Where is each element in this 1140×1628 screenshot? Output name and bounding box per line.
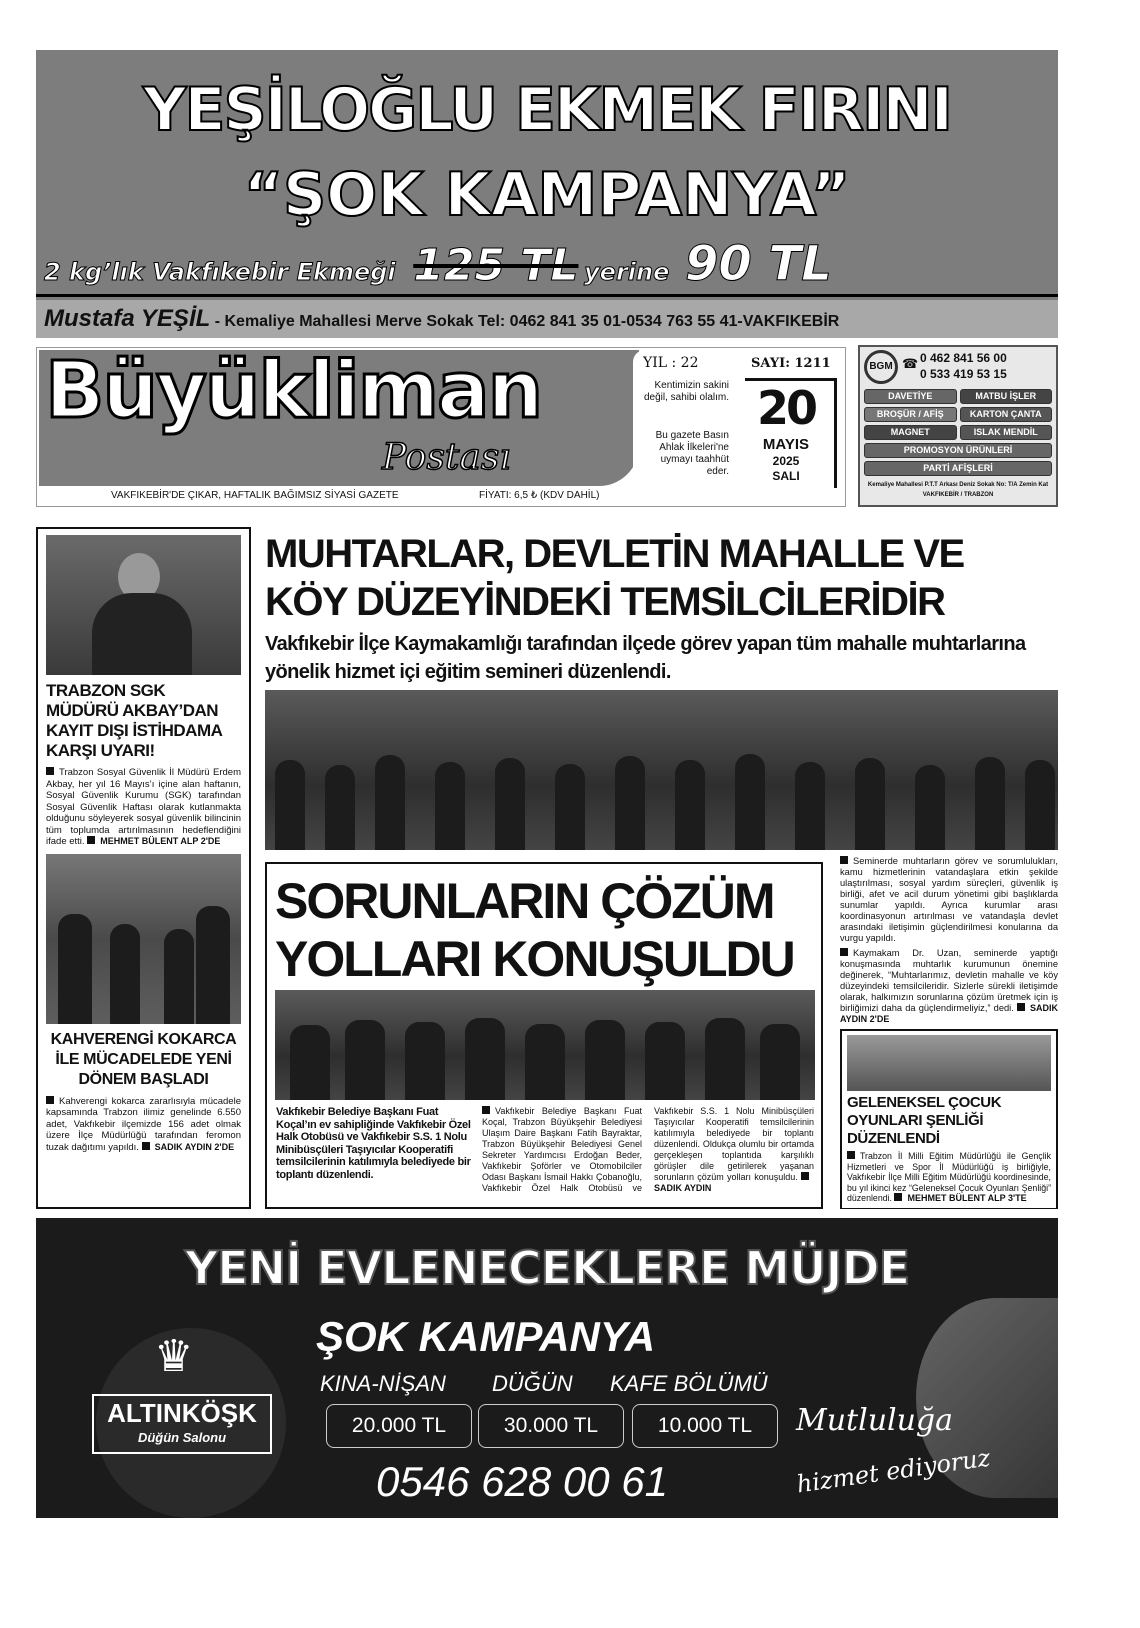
ethics-note: Bu gazete Basın Ahlak İlkeleri'ne uymayı taahhüt eder. [655, 430, 729, 477]
transport-body: Vakfıkebir Belediye Başkanı Fuat Koçal, Trabzon Büyükşehir Belediyesi Ulaşım Daire Başkanı Fatih Bayraktar, Trabzon Büyükşehir Belediyesi Genel Sekreter Yardımcısı Erdoğan Beder, Vakfıkebir Şoförler ve Otomobilciler Odası Başkanı İsmail Hakkı Çobanoğlu, Vakfıkebir Özel Halk Otobüsü ve Vakfıkebir S.S. 1 Nolu Minibüsçüleri Taşıyıcılar Kooperatifi temsilcilerinin katılımıyla belediyede bir toplantı düzenlendi. Oldukça olumlu bir ortamda gerçekleşen toplantıda karşılıklı görüşler dile getirilerek yaşanan sorunların çözüm yolları konuşuldu. SADIK AYDIN [482, 1106, 814, 1193]
offer-price: 30.000 TL [478, 1404, 624, 1448]
top-ad-instead: yerine [584, 258, 670, 286]
print-phone-1: 0 462 841 56 00 [920, 351, 1007, 365]
top-advertisement[interactable] [36, 50, 1058, 338]
wedding-hall-ad[interactable] [36, 1218, 1058, 1518]
top-ad-owner: Mustafa YEŞİL [44, 305, 211, 332]
sgk-byline: MEHMET BÜLENT ALP 2'DE [100, 836, 221, 846]
top-ad-old-price: 125 TL [413, 240, 579, 291]
top-ad-new-price: 90 TL [684, 236, 832, 292]
service-item: BROŞÜR / AFİŞ [864, 407, 957, 422]
kokarca-headline: KAHVERENGİ KOKARCA İLE MÜCADELEDE YENİ DÖNEM BAŞLADI [50, 1030, 237, 1088]
left-column [36, 527, 251, 1209]
games-byline: MEHMET BÜLENT ALP 3'TE [907, 1193, 1027, 1204]
offer-price: 10.000 TL [632, 1404, 778, 1448]
lead-paragraph-1: Seminerde muhtarların görev ve sorumlulukları, kamu hizmetlerinin vatandaşlara etkin şekilde ulaştırılması, sosyal yardım süreçleri, güvenlik iş birliği, afet ve acil durum yönetimi gibi başlıklarda sunumlar yapıldı. Ayrıca kurumlar arası koordinasyonun artırılması ve vatandaşla devlet arasındaki iletişimin güçlendirilmesi konularına da vurgu yapıldı. [840, 856, 1058, 943]
print-city: VAKFIKEBİR / TRABZON [922, 492, 994, 498]
tagline: VAKFIKEBİR'DE ÇIKAR, HAFTALIK BAĞIMSIZ SİYASİ GAZETE [111, 490, 399, 501]
price: FİYATI: 6,5 ₺ (KDV DAHİL) [479, 490, 600, 501]
service-item: PROMOSYON ÜRÜNLERİ [864, 443, 1052, 458]
lead-paragraph-2: Kaymakam Dr. Uzan, seminerde yaptığı konuşmasında muhtarlık kurumunun önemine değinerek, “Muhtarlarımız, devletin mahalle ve köy düzeyindeki temsilcileridir. Sizlerle sürekli iletişimde olarak, halkımızın sorunlarına çözüm üretmek için iş birliğimizi daha da güçlendirmeliyiz,” dedi. SADIK AYDIN 2'DE [840, 948, 1058, 1024]
offer-label: KINA-NİŞAN [320, 1371, 446, 1396]
offer-label: KAFE BÖLÜMÜ [610, 1371, 768, 1396]
slogan-line1: Mutluluğa [796, 1403, 954, 1438]
hall-logo: ALTINKÖŞK [107, 1398, 257, 1428]
bottom-ad-title: YENİ EVLENECEKLERE MÜJDE [184, 1241, 910, 1295]
transport-headline-line1: SORUNLARIN ÇÖZÜM [275, 873, 774, 929]
offer-price: 20.000 TL [326, 1404, 472, 1448]
masthead [36, 347, 846, 507]
games-headline: GELENEKSEL ÇOCUK OYUNLARI ŞENLİĞİ DÜZENLENDİ [847, 1094, 1002, 1147]
top-ad-campaign: “ŞOK KAMPANYA” [243, 160, 851, 230]
date-weekday: SALI [772, 469, 800, 483]
sgk-headline: TRABZON SGK MÜDÜRÜ AKBAY’DAN KAYIT DIŞI İSTİHDAMA KARŞI UYARI! [46, 681, 222, 760]
offer-label: DÜĞÜN [492, 1371, 573, 1396]
service-item: PARTİ AFİŞLERİ [864, 461, 1052, 476]
print-phone-2: 0 533 419 53 15 [920, 367, 1007, 381]
service-item: MAGNET [864, 425, 957, 440]
issue-number: SAYI: 1211 [751, 356, 831, 371]
top-ad-address: - Kemaliye Mahallesi Merve Sokak Tel: 0462 841 35 01-0534 763 55 41-VAKFIKEBİR [214, 313, 840, 330]
games-body: Trabzon İl Milli Eğitim Müdürlüğü ile Gençlik Hizmetleri ve Spor İl Müdürlüğü iş birliğiyle, Vakfıkebir İlçe Milli Eğitim Müdürlüğü koordinesinde, bu yıl ikinci kez “Geleneksel Çocuk Oyunları Şenliği” düzenlendi. MEHMET BÜLENT ALP 3'TE [847, 1151, 1051, 1204]
date-month: MAYIS [762, 436, 810, 453]
motto: Kentimizin sakini değil, sahibi olalım. [643, 380, 729, 403]
service-item: MATBU İŞLER [960, 389, 1053, 404]
service-item: KARTON ÇANTA [960, 407, 1053, 422]
hall-logo-sub: Düğün Salonu [137, 1430, 227, 1445]
transport-lead: Vakfıkebir Belediye Başkanı Fuat Koçal’ın ev sahipliğinde Vakfıkebir Özel Halk Otobüsü ve Vakfıkebir S.S. 1 Nolu Minibüsçüleri Taşıyıcılar Kooperatifi temsilcilerinin katılımıyla belediyede bir toplantı düzenlendi. [276, 1106, 471, 1181]
date-day: 20 [756, 381, 815, 435]
dress-suit-icon: ♛ [154, 1332, 194, 1381]
lead-headline-line2: KÖY DÜZEYİNDEKİ TEMSİLCİLERİDİR [265, 580, 945, 624]
print-shop-ad[interactable] [858, 345, 1058, 507]
newspaper-name: Büyükliman [45, 346, 542, 436]
newspaper-subtitle: Postası [382, 437, 511, 478]
bottom-ad-campaign: ŞOK KAMPANYA [316, 1313, 656, 1360]
muhtarlar-group-photo [265, 690, 1058, 850]
kokarca-body: Kahverengi kokarca zararlısıyla mücadele kapsamında Trabzon ilimiz genelinde 6.550 adet, Vakfıkebir ilçemizde 156 adet olmak üzere İlçe Müdürlüğü tarafından feromon tuzak dağıtımı yapıldı. SADIK AYDIN 2'DE [46, 1095, 241, 1153]
transport-headline-line2: YOLLARI KONUŞULDU [275, 931, 794, 987]
phone-icon: ☎ [902, 356, 919, 371]
hall-phone: 0546 628 00 61 [376, 1458, 668, 1505]
lead-subhead: Vakfıkebir İlçe Kaymakamlığı tarafından ilçede görev yapan tüm mahalle muhtarlarına yönelik hizmet içi eğitim semineri düzenlendi. [265, 633, 1026, 683]
kokarca-photo [46, 854, 241, 1024]
print-address: Kemaliye Mahallesi P.T.T Arkası Deniz Sokak No: T/A Zemin Kat [867, 482, 1049, 488]
service-item: DAVETİYE [864, 389, 957, 404]
top-ad-title: YEŞİLOĞLU EKMEK FIRINI [143, 75, 951, 145]
sgk-body: Trabzon Sosyal Güvenlik İl Müdürü Erdem Akbay, her yıl 16 Mayıs’ı içine alan haftanın, Sosyal Güvenlik Kurumu (SGK) tarafından Sosyal Güvenlik Haftası olarak kutlanmakta olduğunu söyleyerek sosyal güvenlik bilincinin tüm toplumda artırılmasının hedeflendiğini ifade etti. MEHMET BÜLENT ALP 2'DE [46, 767, 241, 847]
kokarca-byline: SADIK AYDIN 2'DE [154, 1141, 235, 1152]
top-ad-product: 2 kg’lık Vakfıkebir Ekmeği [44, 258, 396, 286]
lead-byline: SADIK AYDIN 2'DE [840, 1003, 1058, 1024]
lead-headline-line1: MUHTARLAR, DEVLETİN MAHALLE VE [265, 532, 964, 576]
date-year: 2025 [772, 454, 800, 468]
transport-meeting-photo [275, 990, 815, 1100]
slogan-line2: hizmet ediyoruz [794, 1443, 992, 1499]
right-column [840, 856, 1058, 1209]
games-story [840, 1029, 1058, 1209]
service-item: ISLAK MENDİL [960, 425, 1053, 440]
transport-byline: SADIK AYDIN [654, 1183, 712, 1193]
print-shop-logo: BGM [864, 350, 898, 384]
year-number: YIL : 22 [643, 355, 699, 371]
sgk-director-photo [46, 535, 241, 675]
children-games-photo [847, 1035, 1051, 1091]
